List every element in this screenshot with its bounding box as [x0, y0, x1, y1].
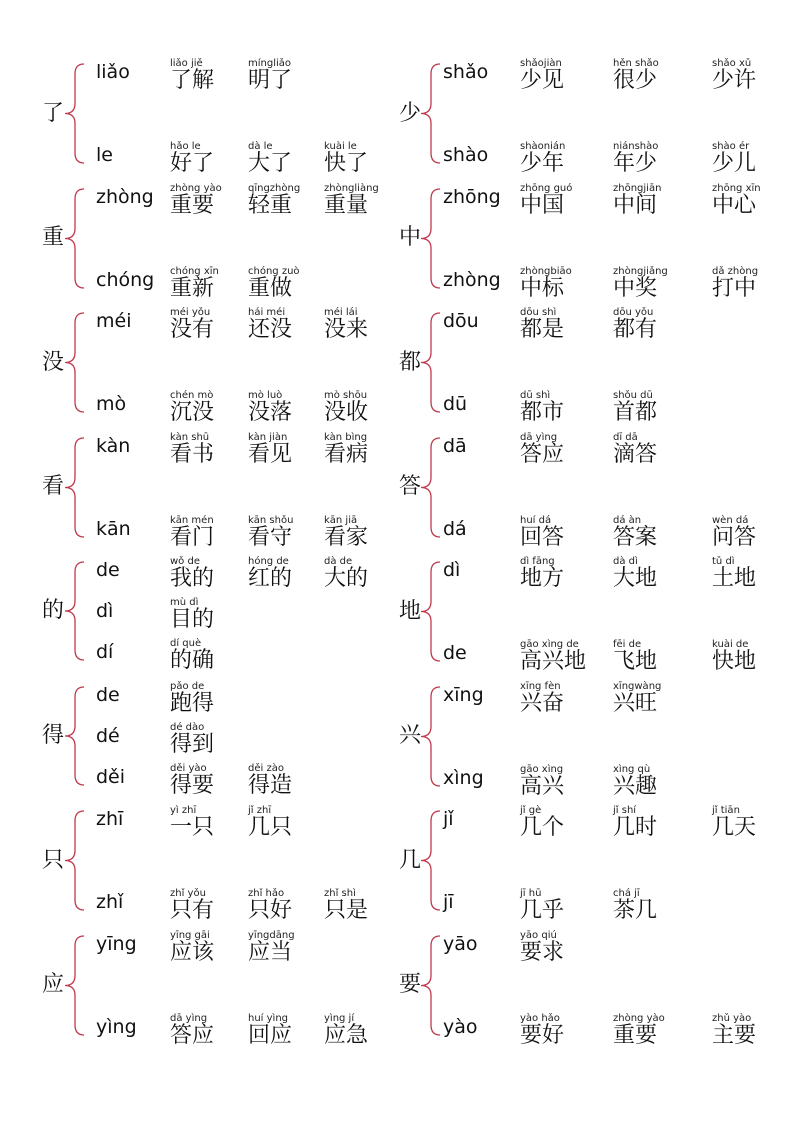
reading-pinyin: kàn [96, 434, 131, 457]
word-hanzi: 重要 [613, 1022, 658, 1048]
reading-pinyin: yīng [96, 932, 137, 955]
word-pinyin: chóng xīn [170, 265, 219, 277]
word-pinyin: zhōng guó [520, 182, 573, 194]
word-pinyin: chén mò [170, 390, 214, 401]
word-pinyin: dā yìng [520, 431, 558, 443]
word-pinyin: jǐ gè [520, 805, 542, 816]
headword-char: 的 [42, 598, 65, 623]
word-hanzi: 应当 [248, 939, 293, 965]
word-pinyin: zhōng xīn [712, 182, 761, 194]
curly-brace [62, 685, 92, 787]
word-hanzi: 答应 [170, 1022, 215, 1048]
word-hanzi: 兴趣 [613, 773, 658, 799]
word-pinyin: mò shōu [324, 390, 368, 401]
word-pinyin: shǎo xǔ [712, 58, 752, 69]
word-pinyin: wèn dá [712, 514, 749, 526]
word-pinyin: dū shì [520, 390, 551, 401]
word-hanzi: 没落 [248, 400, 293, 425]
word-hanzi: 都市 [520, 400, 565, 425]
word-hanzi: 目的 [170, 607, 215, 632]
word-pinyin: zhòng yào [613, 1012, 665, 1024]
word-hanzi: 看见 [248, 441, 293, 467]
word-hanzi: 回答 [520, 524, 565, 550]
word-pinyin: xīng fèn [520, 680, 561, 692]
word-hanzi: 地方 [520, 566, 565, 591]
word-pinyin: yào hǎo [520, 1012, 560, 1024]
curly-brace [62, 934, 92, 1037]
reading-pinyin: yìng [96, 1015, 137, 1038]
word-hanzi: 几个 [520, 815, 565, 840]
word-hanzi: 明了 [248, 68, 293, 93]
word-pinyin: jǐ tiān [712, 805, 740, 816]
word-hanzi: 跑得 [170, 690, 215, 716]
word-pinyin: yāo qiú [520, 929, 557, 941]
word-pinyin: niánshào [613, 141, 659, 152]
word-pinyin: fēi de [613, 639, 642, 650]
reading-pinyin: zhǐ [96, 891, 124, 913]
word-pinyin: mù dì [170, 597, 199, 608]
word-hanzi: 重新 [170, 275, 215, 301]
word-hanzi: 兴旺 [613, 690, 658, 716]
word-pinyin: zhòng yào [170, 182, 222, 194]
reading-pinyin: chóng [96, 268, 155, 291]
reading-pinyin: dōu [443, 310, 479, 332]
word-pinyin: kuài le [324, 141, 357, 152]
word-hanzi: 土地 [712, 566, 757, 591]
headword-char: 没 [42, 349, 65, 375]
word-pinyin: yīngdāng [248, 929, 295, 941]
curly-brace [62, 436, 92, 539]
word-hanzi: 答案 [613, 524, 658, 550]
reading-pinyin: děi [96, 765, 126, 788]
reading-pinyin: zhòng [96, 185, 154, 208]
reading-pinyin: xīng [443, 683, 484, 706]
word-pinyin: dà dì [613, 556, 638, 567]
word-hanzi: 的确 [170, 648, 215, 673]
word-pinyin: dì fāng [520, 556, 555, 567]
reading-pinyin: yào [443, 1015, 478, 1038]
word-hanzi: 好了 [170, 151, 215, 176]
word-pinyin: méi lái [324, 307, 358, 318]
word-hanzi: 应急 [324, 1022, 369, 1048]
word-hanzi: 了解 [170, 68, 215, 93]
word-pinyin: kàn jiàn [248, 431, 288, 443]
word-pinyin: dé dào [170, 721, 205, 733]
word-hanzi: 没来 [324, 317, 369, 342]
word-pinyin: yì zhī [170, 805, 197, 816]
word-hanzi: 没收 [324, 400, 369, 425]
reading-pinyin: jǐ [443, 808, 454, 830]
reading-pinyin: dā [443, 434, 467, 457]
word-hanzi: 还没 [248, 317, 293, 342]
word-hanzi: 少见 [520, 68, 565, 93]
word-pinyin: děi zào [248, 762, 284, 774]
word-hanzi: 得要 [170, 772, 215, 798]
curly-brace [62, 62, 92, 165]
headword-char: 地 [399, 598, 422, 624]
word-pinyin: míngliǎo [248, 58, 292, 69]
word-hanzi: 要求 [520, 939, 565, 965]
word-hanzi: 快了 [324, 151, 369, 176]
reading-pinyin: méi [96, 310, 132, 332]
word-pinyin: dá àn [613, 514, 642, 526]
word-hanzi: 重量 [324, 192, 369, 218]
word-hanzi: 我的 [170, 566, 215, 591]
word-pinyin: shàonián [520, 141, 566, 152]
word-hanzi: 重要 [170, 192, 215, 218]
word-hanzi: 回应 [248, 1022, 293, 1048]
word-pinyin: kuài de [712, 639, 749, 650]
headword-char: 兴 [399, 723, 422, 748]
word-pinyin: zhǐ shì [324, 888, 356, 899]
curly-brace [62, 560, 92, 662]
word-pinyin: kàn bìng [324, 431, 368, 443]
reading-pinyin: le [96, 144, 113, 166]
word-hanzi: 打中 [712, 275, 757, 301]
headword-char: 只 [42, 847, 65, 873]
curly-brace [62, 187, 92, 290]
word-pinyin: shǒu dū [613, 390, 653, 401]
word-pinyin: jǐ shí [613, 805, 637, 816]
word-hanzi: 只是 [324, 898, 369, 923]
word-hanzi: 几时 [613, 815, 658, 840]
reading-pinyin: dí [96, 641, 114, 663]
word-hanzi: 都是 [520, 317, 565, 342]
word-hanzi: 中标 [520, 275, 565, 301]
word-pinyin: shào ér [712, 141, 750, 152]
word-hanzi: 只好 [248, 898, 293, 923]
word-pinyin: xìng qù [613, 763, 651, 775]
headword-char: 中 [399, 225, 422, 250]
reading-pinyin: dì [96, 600, 114, 622]
word-pinyin: gāo xìng [520, 763, 564, 775]
word-pinyin: mò luò [248, 390, 283, 401]
word-pinyin: huí dá [520, 514, 552, 526]
word-pinyin: dōu yǒu [613, 307, 654, 318]
headword-char: 要 [399, 972, 422, 997]
reading-pinyin: dū [443, 393, 468, 415]
word-hanzi: 都有 [613, 317, 658, 342]
word-hanzi: 重做 [248, 275, 293, 301]
headword-char: 答 [399, 474, 422, 499]
headword-char: 看 [42, 474, 65, 499]
reading-pinyin: kān [96, 517, 131, 540]
headword-char: 了 [42, 100, 65, 126]
word-hanzi: 几只 [248, 815, 293, 840]
word-hanzi: 年少 [613, 151, 658, 176]
word-hanzi: 看守 [248, 524, 293, 550]
word-pinyin: hǎo le [170, 141, 201, 152]
word-pinyin: dà de [324, 556, 353, 567]
word-hanzi: 看书 [170, 441, 215, 467]
word-pinyin: zhǐ hǎo [248, 888, 285, 899]
word-pinyin: kān shǒu [248, 514, 294, 526]
word-pinyin: wǒ de [170, 556, 200, 567]
word-pinyin: liǎo jiě [170, 58, 203, 69]
word-pinyin: jǐ zhī [248, 805, 272, 816]
reading-pinyin: zhōng [443, 185, 501, 208]
reading-pinyin: shǎo [443, 61, 489, 83]
word-hanzi: 高兴 [520, 773, 565, 799]
word-pinyin: tǔ dì [712, 556, 735, 567]
word-hanzi: 少儿 [712, 151, 757, 176]
reading-pinyin: mò [96, 393, 127, 415]
word-hanzi: 看家 [324, 524, 369, 550]
word-pinyin: huí yìng [248, 1012, 289, 1024]
reading-pinyin: xìng [443, 766, 484, 789]
word-hanzi: 问答 [712, 524, 757, 550]
word-hanzi: 一只 [170, 815, 215, 840]
word-hanzi: 轻重 [248, 192, 293, 218]
reading-pinyin: dá [443, 517, 467, 540]
headword-char: 都 [399, 349, 422, 375]
word-hanzi: 少年 [520, 151, 565, 176]
word-pinyin: kàn shū [170, 431, 210, 443]
word-hanzi: 答应 [520, 441, 565, 467]
word-hanzi: 滴答 [613, 441, 658, 467]
word-hanzi: 少许 [712, 68, 757, 93]
word-pinyin: jī hū [520, 888, 542, 899]
reading-pinyin: de [96, 683, 120, 706]
word-pinyin: zhòngliàng [324, 182, 379, 194]
word-hanzi: 看门 [170, 524, 215, 550]
reading-pinyin: shào [443, 144, 489, 166]
reading-pinyin: jī [443, 891, 454, 913]
word-pinyin: gāo xìng de [520, 639, 579, 650]
word-hanzi: 中间 [613, 192, 658, 218]
word-pinyin: dí què [170, 638, 202, 649]
reading-pinyin: dé [96, 724, 120, 747]
word-hanzi: 中心 [712, 192, 757, 218]
headword-char: 少 [399, 100, 422, 126]
word-hanzi: 得造 [248, 772, 293, 798]
word-pinyin: pǎo de [170, 680, 205, 692]
word-pinyin: zhòngbiāo [520, 265, 572, 277]
word-pinyin: kān mén [170, 514, 214, 526]
headword-char: 重 [42, 225, 65, 250]
word-hanzi: 红的 [248, 566, 293, 591]
word-pinyin: dī dā [613, 431, 638, 443]
word-pinyin: kān jiā [324, 514, 358, 526]
reading-pinyin: de [443, 642, 467, 664]
word-hanzi: 主要 [712, 1022, 757, 1048]
word-hanzi: 大了 [248, 151, 293, 176]
word-pinyin: yīng gāi [170, 929, 210, 941]
reading-pinyin: zhī [96, 808, 124, 830]
word-pinyin: děi yào [170, 762, 207, 774]
word-hanzi: 得到 [170, 731, 215, 757]
word-hanzi: 只有 [170, 898, 215, 923]
word-hanzi: 飞地 [613, 649, 658, 674]
headword-char: 几 [399, 847, 422, 873]
word-pinyin: hěn shǎo [613, 58, 659, 69]
word-hanzi: 快地 [712, 649, 757, 674]
word-hanzi: 中奖 [613, 275, 658, 301]
word-hanzi: 看病 [324, 441, 369, 467]
headword-char: 得 [42, 722, 65, 748]
word-hanzi: 大地 [613, 566, 658, 591]
reading-pinyin: zhòng [443, 268, 501, 291]
word-pinyin: dā yìng [170, 1012, 208, 1024]
word-pinyin: dà le [248, 141, 273, 152]
word-hanzi: 应该 [170, 939, 215, 965]
word-pinyin: méi yǒu [170, 307, 211, 318]
word-pinyin: shǎojiàn [520, 58, 562, 69]
word-hanzi: 要好 [520, 1022, 565, 1048]
word-hanzi: 高兴地 [520, 649, 587, 674]
word-pinyin: chóng zuò [248, 265, 300, 277]
curly-brace [62, 809, 92, 912]
word-hanzi: 茶几 [613, 898, 658, 923]
word-hanzi: 中国 [520, 192, 565, 218]
word-hanzi: 沉没 [170, 400, 215, 425]
word-pinyin: zhòngjiǎng [613, 265, 668, 277]
word-pinyin: hóng de [248, 556, 289, 567]
word-pinyin: zhōngjiān [613, 182, 662, 194]
reading-pinyin: dì [443, 559, 461, 581]
headword-char: 应 [42, 972, 65, 997]
word-pinyin: xīngwàng [613, 680, 662, 692]
word-pinyin: chá jī [613, 888, 640, 899]
word-hanzi: 兴奋 [520, 690, 565, 716]
word-pinyin: yìng jí [324, 1012, 355, 1024]
word-hanzi: 很少 [613, 68, 658, 93]
word-hanzi: 几乎 [520, 898, 565, 923]
word-pinyin: dōu shì [520, 307, 557, 318]
curly-brace [62, 311, 92, 414]
word-hanzi: 首都 [613, 400, 658, 425]
word-hanzi: 没有 [170, 317, 215, 342]
word-pinyin: dǎ zhòng [712, 265, 759, 277]
reading-pinyin: liǎo [96, 61, 130, 83]
word-pinyin: qīngzhòng [248, 182, 301, 194]
word-hanzi: 大的 [324, 566, 369, 591]
word-pinyin: hái méi [248, 307, 286, 318]
word-pinyin: zhǐ yǒu [170, 888, 206, 899]
reading-pinyin: de [96, 559, 120, 581]
word-pinyin: zhǔ yào [712, 1012, 752, 1024]
word-hanzi: 几天 [712, 815, 757, 840]
reading-pinyin: yāo [443, 932, 478, 955]
